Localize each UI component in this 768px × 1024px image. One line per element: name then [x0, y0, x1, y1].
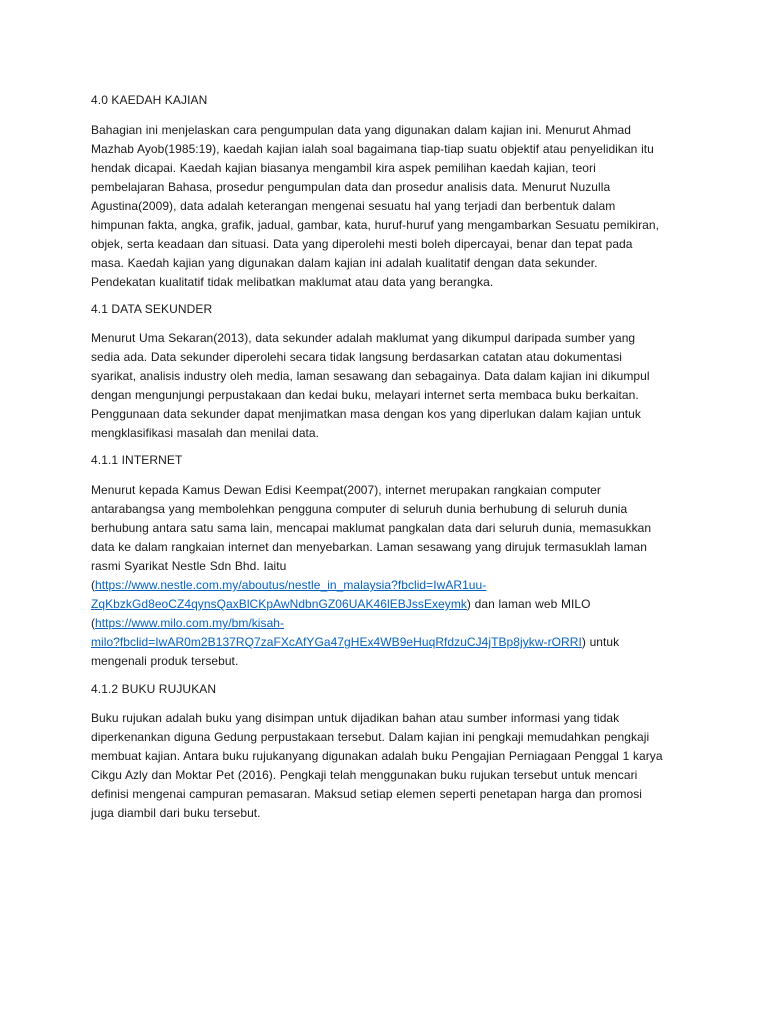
text-line [91, 576, 651, 595]
section-heading-kaedah-kajian: 4.0 KAEDAH KAJIAN [91, 93, 208, 107]
text-line: juga diambil dari buku tersebut. [91, 806, 261, 820]
text-line: mengenali produk tersebut. [91, 654, 239, 668]
paragraph-buku-rujukan [91, 709, 663, 823]
section-heading-internet: 4.1.1 INTERNET [91, 453, 183, 467]
text-line: antarabangsa yang membolehkan pengguna computer di seluruh dunia berhubung di seluruh dunia [91, 502, 628, 516]
milo-link[interactable]: https://www.milo.com.my/bm/kisah- [95, 616, 285, 630]
text-line: Cikgu Azly dan Moktar Pet (2016). Pengkaji telah menggunakan buku rujukan tersebut untuk mencari [91, 768, 638, 782]
text-line [91, 614, 651, 633]
paragraph-data-sekunder [91, 329, 650, 443]
text-line: definisi mengenai campuran pemasaran. Maksud setiap elemen seperti penetapan harga dan promosi [91, 787, 642, 801]
text-line: Buku rujukan adalah buku yang disimpan untuk dijadikan bahan atau sumber informasi yang tidak [91, 711, 620, 725]
text-after-nestle-link: ) dan laman web MILO [466, 597, 591, 611]
text-line: sedia ada. Data sekunder diperolehi secara tidak langsung berdasarkan catatan atau dokumentasi [91, 350, 623, 364]
nestle-link[interactable]: https://www.nestle.com.my/aboutus/nestle_in_malaysia?fbclid=IwAR1uu- [95, 578, 487, 592]
text-line: pembelajaran Bahasa, prosedur pengumpulan data dan prosedur analisis data. Menurut Nuzulla [91, 180, 611, 194]
text-line: rasmi Syarikat Nestle Sdn Bhd. Iaitu [91, 559, 287, 573]
text-line: dengan mengunjungi perpustakaan dan kedai buku, melayari internet serta membaca buku berkaitan. [91, 388, 639, 402]
text-line: objek, serta keadaan dan situasi. Data yang diperolehi mesti boleh dipercayai, benar dan tepat pada [91, 237, 633, 251]
text-line: Agustina(2009), data adalah keterangan mengenai sesuatu hal yang terjadi dan berbentuk dalam [91, 199, 616, 213]
text-after-milo-link: ) untuk [581, 635, 620, 649]
text-line: membuat kajian. Antara buku rujukanyang digunakan adalah buku Pengajian Perniagaan Penggal 1 karya [91, 749, 663, 763]
text-line: masa. Kaedah kajian yang digunakan dalam kajian ini adalah kualitatif dengan data sekunder. [91, 256, 598, 270]
text-line: hendak dicapai. Kaedah kajian biasanya mengambil kira aspek pemilihan kaedah kajian, teori [91, 161, 596, 175]
text-line: mengklasifikasi masalah dan menilai data. [91, 426, 320, 440]
paren-open: ( [91, 616, 96, 630]
text-line: Mazhab Ayob(1985:19), kaedah kajian ialah soal bagaimana tiap-tiap suatu objektif atau penyelidikan itu [91, 142, 654, 156]
text-line: himpunan fakta, angka, grafik, jadual, gambar, kata, huruf-huruf yang mengambarkan Sesuatu pemikiran, [91, 218, 660, 232]
paragraph-internet [91, 481, 651, 671]
nestle-link-continued[interactable]: ZqKbzkGd8eoCZ4qynsQaxBlCKpAwNdbnGZ06UAK46lEBJssExeymk [91, 597, 467, 611]
text-line: Menurut Uma Sekaran(2013), data sekunder adalah maklumat yang dikumpul daripada sumber yang [91, 331, 636, 345]
paragraph-kaedah-kajian [91, 121, 659, 292]
text-line: Menurut kepada Kamus Dewan Edisi Keempat(2007), internet merupakan rangkaian computer [91, 483, 601, 497]
text-line: Pendekatan kualitatif tidak melibatkan maklumat atau data yang berangka. [91, 275, 494, 289]
paren-open: ( [91, 578, 96, 592]
text-line: data ke dalam rangkaian internet dan menyebarkan. Laman sesawang yang dirujuk termasuklah laman [91, 540, 648, 554]
milo-link-continued[interactable]: milo?fbclid=IwAR0m2B137RQ7zaFXcAfYGa47gHEx4WB9eHuqRfdzuCJ4jTBp8jykw-rORRI [91, 635, 582, 649]
text-line [91, 595, 651, 614]
section-heading-data-sekunder: 4.1 DATA SEKUNDER [91, 302, 213, 316]
text-line: Penggunaan data sekunder dapat menjimatkan masa dengan kos yang diperlukan dalam kajian untuk [91, 407, 641, 421]
text-line: diperkenankan diguna Gedung perpustakaan tersebut. Dalam kajian ini pengkaji memudahkan pengkaji [91, 730, 650, 744]
text-line: berhubung antara satu sama lain, mencapai maklumat pangkalan data dari seluruh dunia, memasukkan [91, 521, 652, 535]
section-heading-buku-rujukan: 4.1.2 BUKU RUJUKAN [91, 682, 217, 696]
text-line: Bahagian ini menjelaskan cara pengumpulan data yang digunakan dalam kajian ini. Menurut Ahmad [91, 123, 631, 137]
text-line [91, 633, 651, 652]
text-line: syarikat, analisis industry oleh media, laman sesawang dan sebagainya. Data dalam kajian ini dikumpul [91, 369, 650, 383]
